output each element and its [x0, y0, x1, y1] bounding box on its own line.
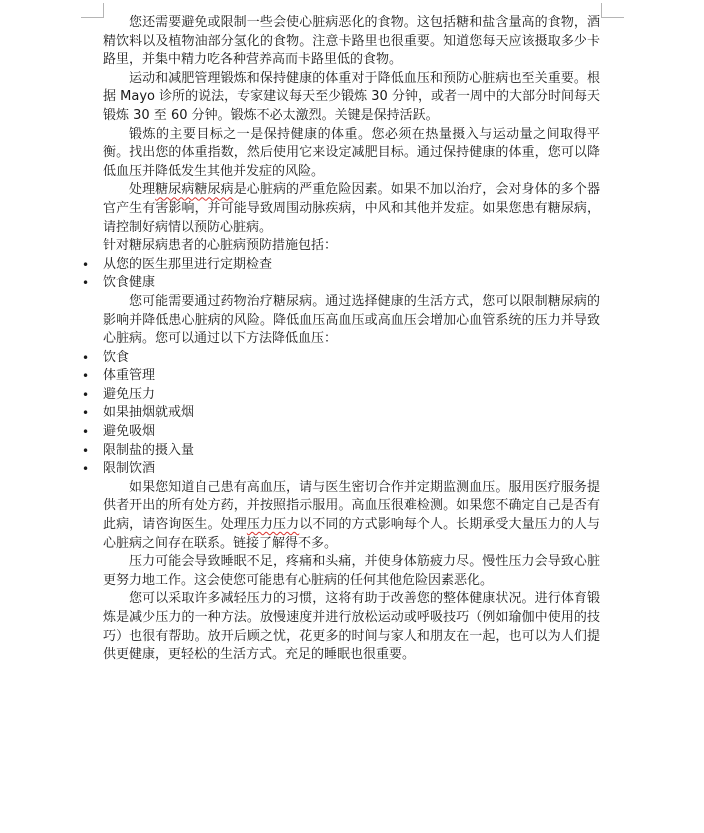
list-item-text: 避免压力 [103, 386, 156, 402]
list-item [82, 367, 600, 386]
list-item [82, 349, 600, 368]
diabetes-measures-list [82, 256, 600, 293]
list-item-text: 避免吸烟 [103, 424, 156, 440]
paragraph-stress: 压力可能会导致睡眠不足，疼痛和头痛，并使身体筋疲力尽。慢性压力会导致心脏更努力地工作。这会使您可能患有心脏病的任何其他危险因素恶化。 [103, 554, 600, 588]
paragraph-diet: 您还需要避免或限制一些会使心脏病恶化的食物。这包括糖和盐含量高的食物，酒精饮料以及植物油部分氢化的食物。注意卡路里也很重要。知道您每天应该摄取多少卡路里，并集中精力吃各种营养高而卡路里低的食物。 [103, 15, 600, 68]
bullet-icon: • [82, 387, 90, 402]
bp-methods-list [82, 349, 600, 479]
bullet-icon: • [82, 443, 90, 458]
doctor-post-text: 以不同的方式影响每个人。长期承受大量压力的人与心脏病之间存在联系。链接了解得不多。 [103, 517, 600, 551]
doctor-pre-text: 如果您知道自己患有高血压，请与医生密切合作并定期监测血压。服用医疗服务提供者开出的所有处方药，并按照指示服用。高血压很难检测。如果您不确定自己是否有此病，请咨询医生。处理 [103, 479, 600, 533]
list-item-text: 限制饮酒 [103, 461, 156, 477]
list-item [82, 423, 600, 442]
diabetes-pre-text: 处理 [129, 182, 156, 198]
paragraph-blood-pressure: 您可能需要通过药物治疗糖尿病。通过选择健康的生活方式，您可以限制糖尿病的影响并降低患心脏病的风险。降低血压高血压或高血压会增加心血管系统的压力并导致心脏病。您可以通过以下方法降低血压： [103, 293, 600, 347]
bullet-icon: • [82, 276, 90, 291]
crop-mark-top-left [81, 3, 104, 18]
paragraph-diabetes [103, 181, 600, 237]
list-item [82, 386, 600, 405]
bullet-icon: • [82, 425, 90, 440]
list-item-text: 饮食健康 [103, 275, 156, 291]
paragraph-doctor [103, 479, 600, 553]
bullet-icon: • [82, 369, 90, 384]
list-item-text: 从您的医生那里进行定期检查 [103, 256, 273, 272]
paragraph-exercise: 运动和减肥管理锻炼和保持健康的体重对于降低血压和预防心脏病也至关重要。根据 Mayo 诊所的说法，专家建议每天至少锻炼 30 分钟，或者一周中的大部分时间每天锻炼 30 至 60 分钟。锻炼不必太激烈。关键是保持活跃。 [103, 70, 600, 123]
paragraph-weight: 锻炼的主要目标之一是保持健康的体重。您必须在热量摄入与运动量之间取得平衡。找出您的体重指数，然后使用它来设定减肥目标。通过保持健康的体重，您可以降低血压并降低发生其他并发症的风险。 [103, 126, 600, 179]
crop-mark-top-right [601, 3, 624, 18]
document-body[interactable] [82, 14, 600, 665]
bullet-icon: • [82, 462, 90, 477]
list-item-text: 体重管理 [103, 368, 156, 384]
bullet-icon: • [82, 350, 90, 365]
spellcheck-marked-text[interactable]: 压力压力 [246, 517, 300, 533]
list-item-text: 如果抽烟就戒烟 [103, 405, 195, 421]
list-item-text: 限制盐的摄入量 [103, 442, 195, 458]
diabetes-measures-intro: 针对糖尿病患者的心脏病预防措施包括： [103, 238, 338, 254]
bullet-icon: • [82, 406, 90, 421]
diabetes-post-text: 是心脏病的严重危险因素。如果不加以治疗，会对身体的多个器官产生有害影响，并可能导致周围动脉疾病，中风和其他并发症。如果您患有糖尿病，请控制好病情以预防心脏病。 [103, 182, 600, 235]
list-item [82, 460, 600, 479]
list-item [82, 274, 600, 293]
spellcheck-marked-text[interactable]: 糖尿病糖尿病 [155, 182, 234, 198]
list-item [82, 404, 600, 423]
list-item-text: 饮食 [103, 349, 130, 365]
list-item [82, 256, 600, 275]
paragraph-relax: 您可以采取许多减轻压力的习惯，这将有助于改善您的整体健康状况。进行体育锻炼是减少压力的一种方法。放慢速度并进行放松运动或呼吸技巧（例如瑜伽中使用的技巧）也很有帮助。放开后顾之忧，花更多的时间与家人和朋友在一起，也可以为人们提供更健康，更轻松的生活方式。充足的睡眠也很重要。 [103, 591, 600, 663]
list-item [82, 442, 600, 461]
bullet-icon: • [82, 257, 90, 272]
